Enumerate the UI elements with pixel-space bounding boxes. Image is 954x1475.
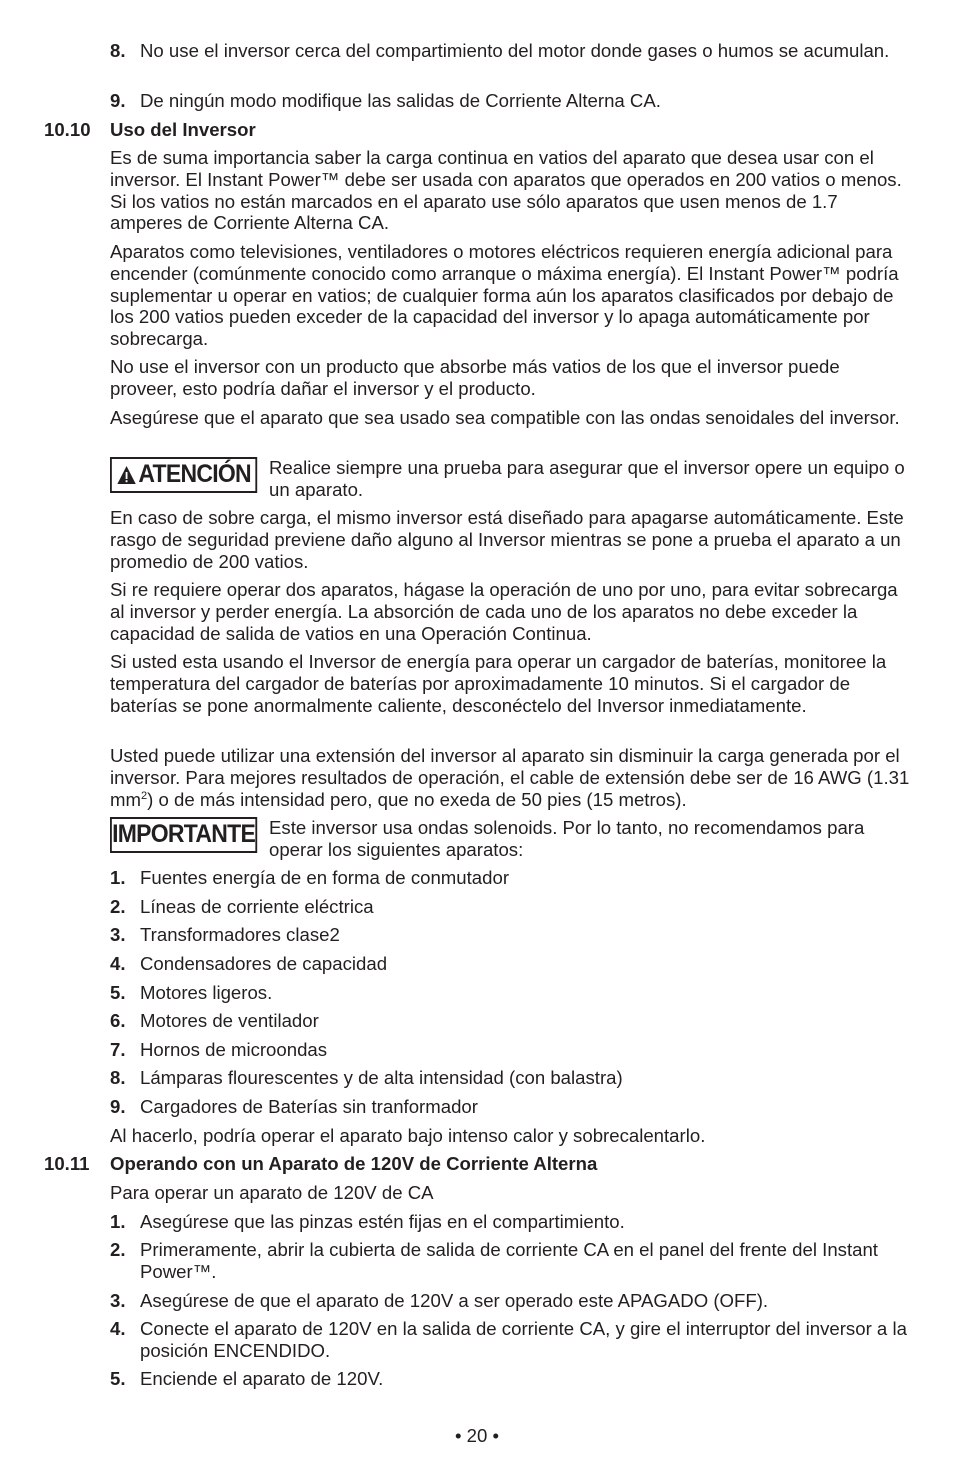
section-number: 10.10 — [44, 119, 91, 140]
extension-text-b: ) o de más intensidad pero, que no exeda de 50 pies (15 metros). — [147, 788, 687, 810]
list-number: 4. — [110, 1318, 126, 1339]
paragraph-two-devices: Si re requiere operar dos aparatos, hágase la operación de uno por uno, para evitar sobrecarga al inversor y perder energía. La absorción de cada uno de los aparatos no debe exceder la capacidad de salida de vatios en una Operación Continua. — [110, 579, 898, 644]
list-item — [110, 1318, 910, 1362]
list-number: 4. — [110, 953, 126, 974]
list-number: 6. — [110, 1010, 126, 1031]
list-item — [110, 1039, 910, 1061]
important-badge — [110, 817, 257, 853]
list-text: Motores de ventilador — [140, 1010, 319, 1031]
list-number: 3. — [110, 924, 126, 945]
list-number: 5. — [110, 982, 126, 1003]
important-text: Este inversor usa ondas solenoids. Por lo tanto, no recomendamos para operar los siguientes aparatos: — [269, 817, 865, 860]
list-number: 5. — [110, 1368, 126, 1389]
list-text: Líneas de corriente eléctrica — [140, 896, 374, 917]
list-item — [110, 896, 910, 918]
section-title: Uso del Inversor — [110, 119, 256, 140]
paragraph-extension-cable — [110, 745, 910, 810]
list-text: Primeramente, abrir la cubierta de salida de corriente CA en el panel del frente del Instant Power™. — [140, 1239, 878, 1282]
list-item — [110, 1096, 910, 1118]
list-number: 1. — [110, 1211, 126, 1232]
list-item — [110, 953, 910, 975]
section-title: Operando con un Aparato de 120V de Corriente Alterna — [110, 1153, 598, 1174]
list-text: Cargadores de Baterías sin tranformador — [140, 1096, 478, 1117]
extension-text-a: Usted puede utilizar una extensión del inversor al aparato sin disminuir la carga generada por el inversor. Para mejores resultados de operación, el cable de extensión debe ser de 16 AWG (1.31 mm — [110, 745, 910, 810]
section-heading-10-10 — [44, 119, 256, 141]
list-item — [110, 1239, 910, 1283]
list-number: 9. — [110, 90, 126, 111]
list-text: Condensadores de capacidad — [140, 953, 388, 974]
list-text: Lámparas flourescentes y de alta intensidad (con balastra) — [140, 1067, 623, 1088]
paragraph-closing: Al hacerlo, podría operar el aparato bajo intenso calor y sobrecalentarlo. — [110, 1125, 706, 1146]
paragraph-startup-power: Aparatos como televisiones, ventiladores o motores eléctricos requieren energía adicional para encender (comúnmente conocido como arranque o máxima energía). El Instant Power™ podría suplementar u operar en vatios; de cualquier forma aún los aparatos clasificados por debajo de los 200 vatios pueden exceder de la capacidad del inversor y lo apaga automáticamente por sobrecarga. — [110, 241, 899, 350]
list-item — [110, 867, 910, 889]
warning-triangle-icon — [116, 465, 136, 485]
list-item — [110, 982, 910, 1004]
list-text: No use el inversor cerca del compartimiento del motor donde gases o humos se acumulan. — [140, 40, 890, 61]
list-number: 7. — [110, 1039, 126, 1060]
list-item — [110, 90, 910, 112]
list-number: 2. — [110, 896, 126, 917]
list-text: Asegúrese de que el aparato de 120V a ser operado este APAGADO (OFF). — [140, 1290, 769, 1311]
list-text: Fuentes energía de en forma de conmutador — [140, 867, 510, 888]
list-text: Asegúrese que las pinzas estén fijas en el compartimiento. — [140, 1211, 625, 1232]
list-item — [110, 1067, 910, 1089]
caution-callout — [110, 457, 905, 501]
list-item — [110, 1290, 910, 1312]
list-text: Motores ligeros. — [140, 982, 273, 1003]
superscript: 2 — [140, 789, 148, 802]
list-text: Hornos de microondas — [140, 1039, 328, 1060]
list-item — [110, 1010, 910, 1032]
caution-label: ATENCIÓN — [138, 460, 251, 489]
list-text: De ningún modo modifique las salidas de Corriente Alterna CA. — [140, 90, 661, 111]
list-text: Conecte el aparato de 120V en la salida de corriente CA, y gire el interruptor del inversor a la posición ENCENDIDO. — [140, 1318, 907, 1361]
list-number: 1. — [110, 867, 126, 888]
section-heading-10-11 — [44, 1153, 597, 1175]
paragraph-overdraw: No use el inversor con un producto que absorbe más vatios de los que el inversor puede proveer, esto podría dañar el inversor y el producto. — [110, 356, 840, 399]
paragraph-intro: Para operar un aparato de 120V de CA — [110, 1182, 434, 1203]
list-number: 2. — [110, 1239, 126, 1260]
paragraph-overload: En caso de sobre carga, el mismo inversor está diseñado para apagarse automáticamente. Este rasgo de seguridad previene daño alguno al Inversor mientras se pone a prueba el aparato a un promedio de 200 vatios. — [110, 507, 904, 572]
list-text: Transformadores clase2 — [140, 924, 340, 945]
list-number: 3. — [110, 1290, 126, 1311]
list-number: 9. — [110, 1096, 126, 1117]
list-number: 8. — [110, 1067, 126, 1088]
list-item — [110, 1368, 910, 1390]
caution-badge — [110, 457, 257, 493]
paragraph-watts: Es de suma importancia saber la carga continua en vatios del aparato que desea usar con el inversor. El Instant Power™ debe ser usada con aparatos que operados en 200 vatios o menos. Si los vatios no están marcados en el aparato use sólo aparatos que usen menos de 1.7 amperes de Corriente Alterna CA. — [110, 147, 902, 234]
list-text: Enciende el aparato de 120V. — [140, 1368, 384, 1389]
important-label: IMPORTANTE — [112, 820, 256, 849]
list-number: 8. — [110, 40, 126, 61]
list-item — [110, 924, 910, 946]
important-callout — [110, 817, 900, 861]
page-number: • 20 • — [454, 1425, 500, 1446]
paragraph-battery-charger: Si usted esta usando el Inversor de energía para operar un cargador de baterías, monitoree la temperatura del cargador de baterías por aproximadamente 10 minutos. Si el cargador de baterías se pone anormalmente caliente, desconéctelo del Inversor inmediatamente. — [110, 651, 887, 716]
paragraph-sine-wave: Asegúrese que el aparato que sea usado sea compatible con las ondas senoidales del inversor. — [110, 407, 900, 428]
section-number: 10.11 — [44, 1153, 90, 1174]
list-item — [110, 40, 910, 62]
list-item — [110, 1211, 910, 1233]
caution-text: Realice siempre una prueba para asegurar que el inversor opere un equipo o un aparato. — [269, 457, 905, 500]
